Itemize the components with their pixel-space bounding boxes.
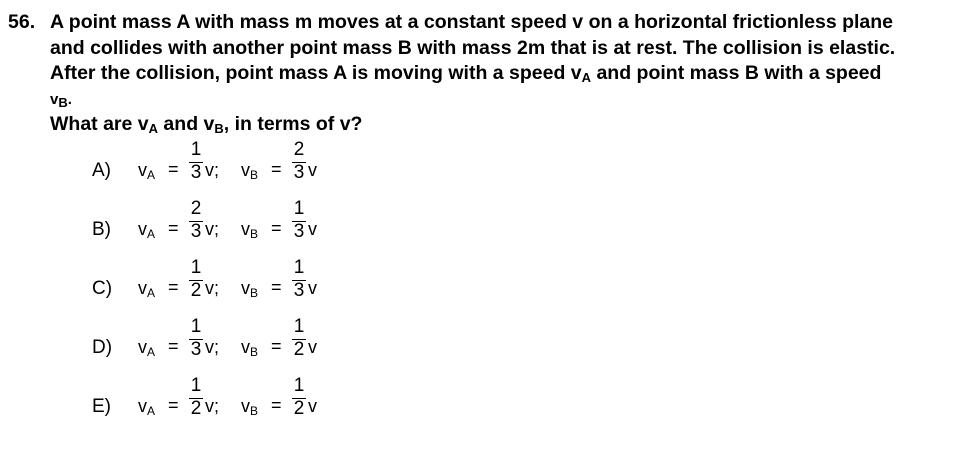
question-line-3	[8, 61, 953, 87]
va-symbol: vA	[138, 278, 156, 300]
equals-sign: =	[271, 336, 282, 356]
va-symbol: vA	[138, 160, 156, 182]
va-tail: v;	[205, 219, 220, 239]
subscript-a: A	[581, 70, 592, 85]
vb-symbol: vB	[241, 337, 259, 359]
question-line-5-start: What are v	[50, 113, 149, 135]
vb-tail: v	[308, 396, 317, 416]
question-line-3-text: After the collision, point mass A is moving with a speed v	[50, 62, 582, 84]
equals-sign: =	[168, 336, 179, 356]
question-line-4-end: .	[67, 90, 72, 108]
va-symbol: vA	[138, 396, 156, 418]
vb-fraction: 2 3	[293, 139, 305, 183]
vb-symbol: vB	[241, 396, 259, 418]
question-number: 56.	[8, 11, 36, 33]
subscript-a: A	[148, 121, 159, 136]
va-fraction: 1 2	[190, 257, 202, 301]
question-line-4-text: v	[50, 90, 59, 108]
question-line-3-rest: and point mass B with a speed	[591, 62, 882, 84]
va-fraction: 1 3	[190, 139, 202, 183]
vb-tail: v	[308, 160, 317, 180]
option-label: B)	[92, 219, 111, 240]
vb-symbol: vB	[241, 160, 259, 182]
equals-sign: =	[271, 159, 282, 179]
vb-tail: v	[308, 219, 317, 239]
question-line-2	[8, 36, 953, 62]
vb-fraction: 1 2	[293, 375, 305, 419]
subscript-b: B	[214, 121, 224, 136]
vb-fraction: 1 2	[293, 316, 305, 360]
va-fraction: 2 3	[190, 198, 202, 242]
vb-fraction: 1 3	[293, 257, 305, 301]
equals-sign: =	[168, 218, 179, 238]
question-line-1-text: A point mass A with mass m moves at a constant speed v on a horizontal frictionless plane	[50, 11, 894, 33]
vb-symbol: vB	[241, 219, 259, 241]
question-text	[8, 10, 953, 138]
question-line-5-end: , in terms of v?	[223, 113, 363, 135]
va-tail: v;	[205, 160, 220, 180]
vb-symbol: vB	[241, 278, 259, 300]
va-symbol: vA	[138, 337, 156, 359]
vb-tail: v	[308, 337, 317, 357]
va-fraction: 1 3	[190, 316, 202, 360]
va-tail: v;	[205, 278, 220, 298]
question-line-4	[8, 87, 953, 113]
va-symbol: vA	[138, 219, 156, 241]
va-tail: v;	[205, 396, 220, 416]
equals-sign: =	[168, 395, 179, 415]
question-line-2-text: and collides with another point mass B with mass 2m that is at rest. The collision is elastic.	[50, 36, 896, 59]
equals-sign: =	[168, 277, 179, 297]
equals-sign: =	[271, 277, 282, 297]
question-line-1	[8, 10, 953, 36]
equals-sign: =	[168, 159, 179, 179]
vb-fraction: 1 3	[293, 198, 305, 242]
question-line-5-mid: and v	[158, 113, 215, 135]
va-fraction: 1 2	[190, 375, 202, 419]
subscript-b: B	[58, 94, 68, 110]
option-label: C)	[92, 278, 113, 299]
vb-tail: v	[308, 278, 317, 298]
option-label: E)	[92, 396, 111, 417]
option-label: A)	[92, 160, 111, 181]
equals-sign: =	[271, 395, 282, 415]
question-line-5	[8, 112, 953, 138]
equals-sign: =	[271, 218, 282, 238]
option-label: D)	[92, 337, 113, 358]
va-tail: v;	[205, 337, 220, 357]
